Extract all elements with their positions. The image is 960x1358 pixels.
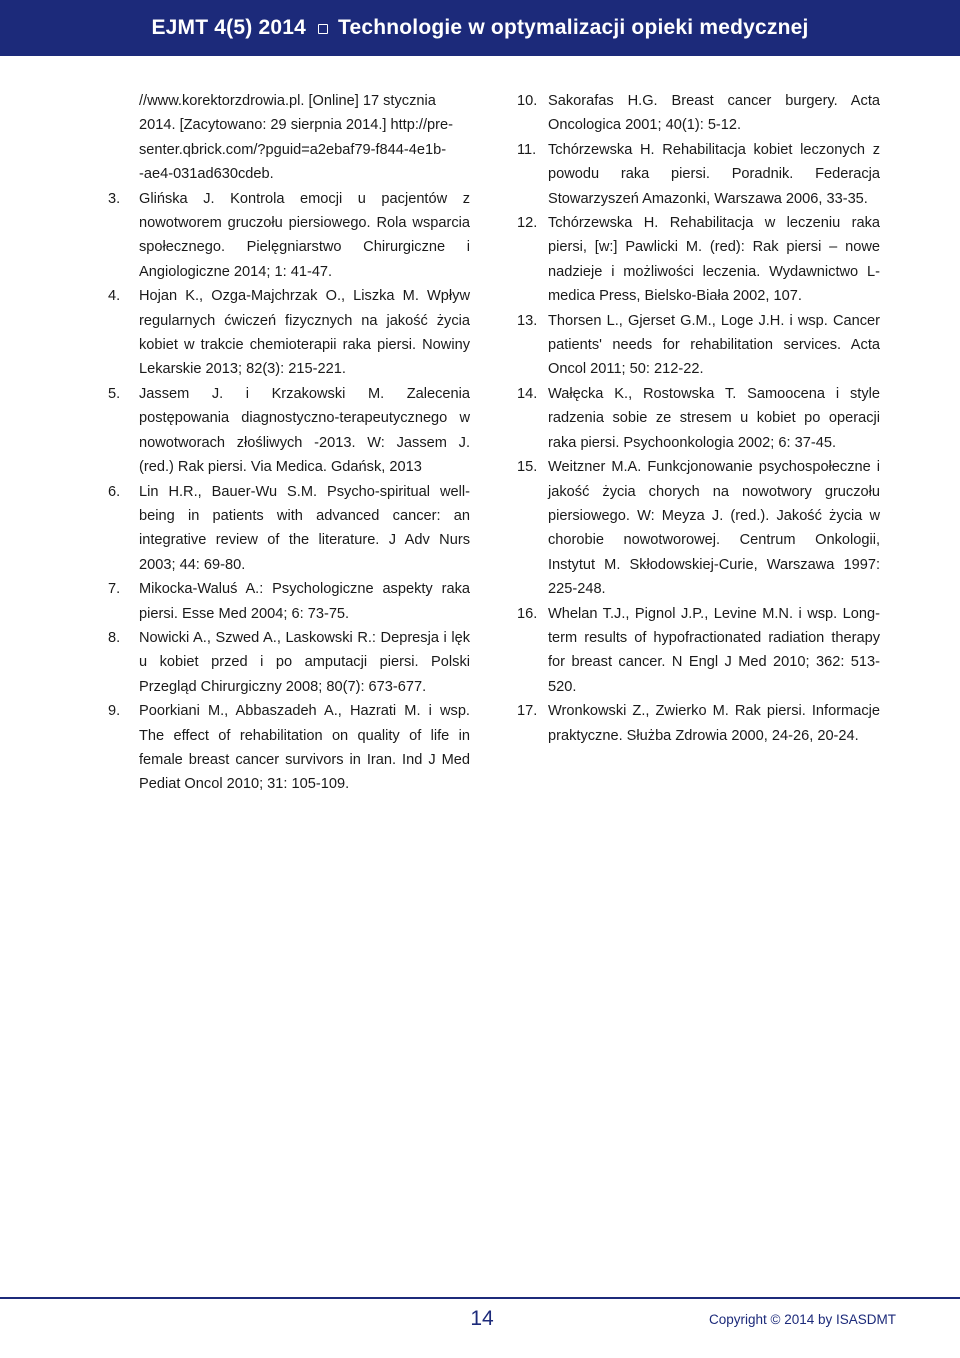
reference-text: Wałęcka K., Rostowska T. Samoocena i style radzenia sobie ze stresem u kobiet po operacji raka piersi. Psychoonkologia 2002; 6: 37-45.: [548, 385, 880, 451]
reference-number: 9.: [108, 703, 121, 720]
reference-text: Lin H.R., Bauer-Wu S.M. Psycho-spiritual well-being in patients with advanced cancer: an integrative review of the literature. J Adv Nurs 2003; 44: 69-80.: [139, 483, 470, 573]
continuation-line: -ae4-031ad630cdeb.: [139, 166, 274, 183]
reference-text: Weitzner M.A. Funkcjonowanie psychospołeczne i jakość życia chorych na nowotwory gruczołu piersiowego. W: Meyza J. (red.). Jakość życia w chorobie nowotworowej. Centrum Onkologii, Instytut M. Skłodowskiej-Curie, Warszawa 1997: 225-248.: [548, 459, 880, 598]
reference-item: [517, 138, 880, 211]
reference-item: [517, 602, 880, 700]
right-reference-list: [517, 89, 880, 748]
reference-item: [517, 211, 880, 309]
reference-item: [108, 626, 470, 699]
journal-header: [0, 0, 960, 56]
page-footer: [0, 1299, 960, 1358]
reference-text: Poorkiani M., Abbaszadeh A., Hazrati M. i wsp. The effect of rehabilitation on quality of life in female breast cancer survivors in Iran. Ind J Med Pediat Oncol 2010; 31: 105-109.: [139, 703, 470, 793]
reference-number: 16.: [517, 605, 538, 622]
reference-text: Mikocka-Waluś A.: Psychologiczne aspekty raka piersi. Esse Med 2004; 6: 73-75.: [139, 581, 470, 622]
reference-item: [108, 187, 470, 285]
reference-item: [108, 480, 470, 578]
reference-number: 17.: [517, 703, 538, 720]
reference-text: Wronkowski Z., Zwierko M. Rak piersi. Informacje praktyczne. Służba Zdrowia 2000, 24-26, 20-24.: [548, 703, 880, 744]
reference-text: Hojan K., Ozga-Majchrzak O., Liszka M. Wpływ regularnych ćwiczeń fizycznych na jakość życia kobiet w trakcie chemioterapii raka piersi. Nowiny Lekarskie 2013; 82(3): 215-221.: [139, 288, 470, 378]
reference-item: [517, 309, 880, 382]
square-outline-icon: [318, 24, 328, 34]
reference-item: [108, 382, 470, 480]
references-left-column: [108, 89, 470, 797]
reference-text: Glińska J. Kontrola emocji u pacjentów z nowotworem gruczołu piersiowego. Rola wsparcia społecznego. Pielęgniarstwo Chirurgiczne i Angiologiczne 2014; 1: 41-47.: [139, 190, 470, 280]
reference-number: 12.: [517, 215, 538, 232]
reference-number: 11.: [517, 141, 537, 158]
reference-text: Sakorafas H.G. Breast cancer burgery. Acta Oncologica 2001; 40(1): 5-12.: [548, 93, 880, 134]
reference-number: 10.: [517, 93, 538, 109]
reference-number: 13.: [517, 312, 538, 329]
reference-number: 3.: [108, 190, 121, 207]
copyright-notice: Copyright © 2014 by ISASDMT: [708, 1312, 896, 1327]
reference-text: Tchórzewska H. Rehabilitacja w leczeniu raka piersi, [w:] Pawlicki M. (red): Rak piersi – nowe nadzieje i możliwości leczenia. Wydawnictwo L-medica Press, Bielsko-Biała 2002, 107.: [548, 215, 880, 305]
reference-item: [517, 699, 880, 748]
reference-text: Whelan T.J., Pignol J.P., Levine M.N. i wsp. Long-term results of hypofractionated radiation therapy for breast cancer. N Engl J Med 2010; 362: 513-520.: [548, 605, 880, 695]
reference-continuation: [108, 89, 470, 187]
reference-item: [517, 382, 880, 455]
reference-item: [517, 455, 880, 601]
reference-number: 6.: [108, 483, 121, 500]
page-number: 14: [470, 1307, 494, 1330]
reference-number: 5.: [108, 385, 121, 402]
reference-number: 8.: [108, 629, 121, 646]
section-title: Technologie w optymalizacji opieki medycznej: [338, 16, 809, 39]
continuation-line: 2014. [Zacytowano: 29 sierpnia 2014.] http://pre-: [139, 117, 453, 134]
continuation-line: //www.korektorzdrowia.pl. [Online] 17 stycznia: [139, 93, 436, 109]
reference-number: 14.: [517, 385, 538, 402]
reference-number: 15.: [517, 459, 538, 476]
reference-text: Nowicki A., Szwed A., Laskowski R.: Depresja i lęk u kobiet przed i po amputacji piersi. Polski Przegląd Chirurgiczny 2008; 80(7): 673-677.: [139, 629, 470, 695]
reference-item: [108, 284, 470, 382]
reference-text: Jassem J. i Krzakowski M. Zalecenia postępowania diagnostyczno-terapeutycznego w nowotworach złośliwych -2013. W: Jassem J. (red.) Rak piersi. Via Medica. Gdańsk, 2013: [139, 385, 470, 476]
reference-text: Tchórzewska H. Rehabilitacja kobiet leczonych z powodu raka piersi. Poradnik. Federacja Stowarzyszeń Amazonki, Warszawa 2006, 33-35.: [548, 141, 880, 207]
header-title: [151, 16, 808, 40]
reference-item: [517, 89, 880, 138]
references-right-column: [517, 89, 880, 748]
reference-number: 4.: [108, 288, 121, 305]
left-reference-list: [108, 187, 470, 797]
reference-item: [108, 577, 470, 626]
reference-number: 7.: [108, 581, 121, 598]
reference-item: [108, 699, 470, 797]
continuation-line: senter.qbrick.com/?pguid=a2ebaf79-f844-4e1b-: [139, 141, 447, 158]
reference-text: Thorsen L., Gjerset G.M., Loge J.H. i wsp. Cancer patients' needs for rehabilitation services. Acta Oncol 2011; 50: 212-22.: [548, 312, 880, 378]
journal-name: EJMT 4(5) 2014: [151, 16, 306, 39]
